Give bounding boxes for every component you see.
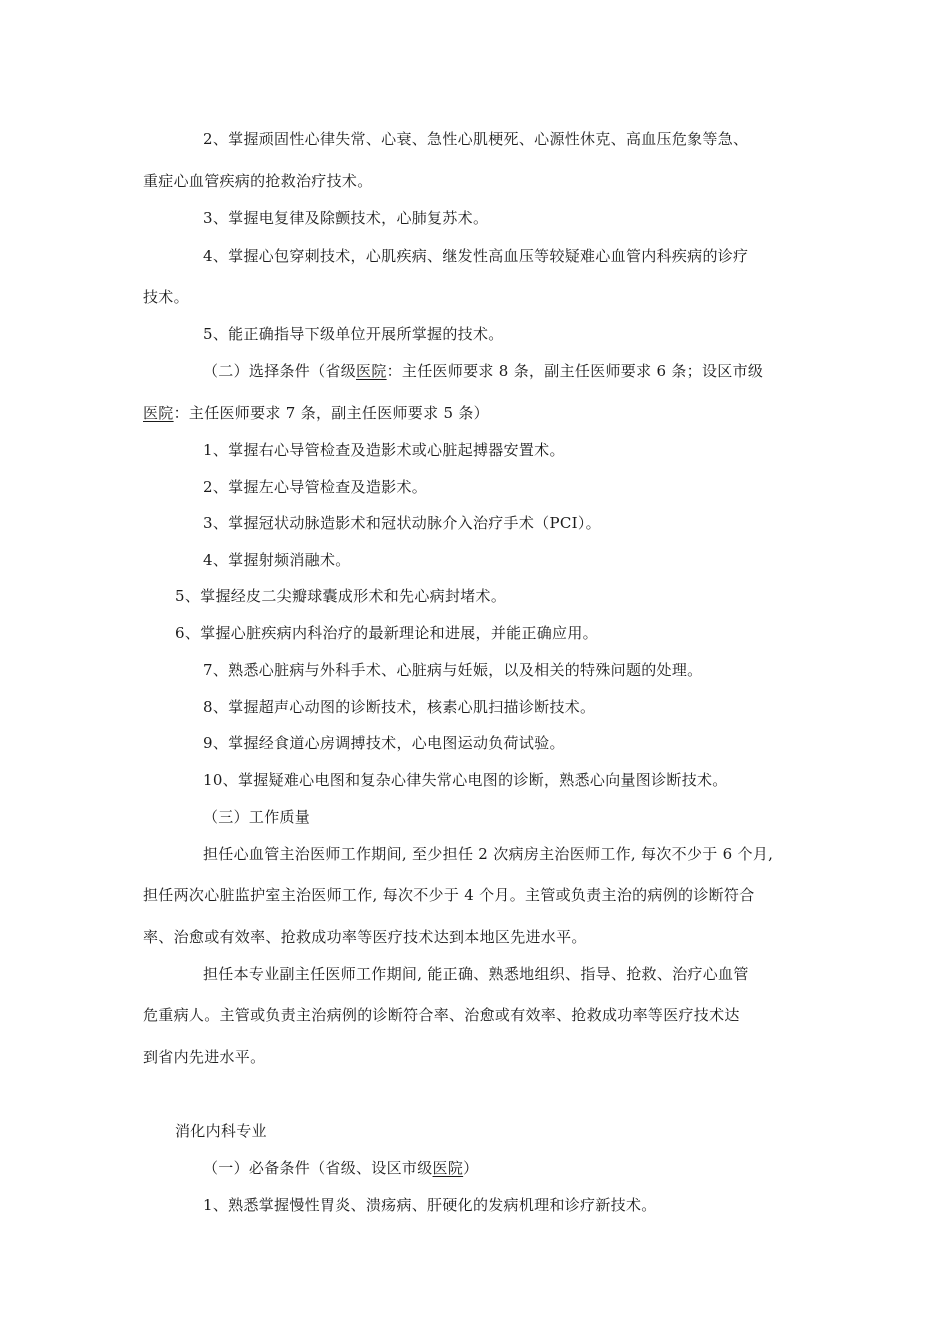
text-span: （二）选择条件（省级 [203,362,357,380]
department-heading: 消化内科专业 [175,1122,267,1140]
paragraph-line: 重症心血管疾病的抢救治疗技术。 [143,172,373,190]
paragraph-line: 率、治愈或有效率、抢救成功率等医疗技术达到本地区先进水平。 [143,928,587,946]
section-heading-line [203,1157,478,1178]
paragraph-line: 到省内先进水平。 [143,1048,266,1066]
text-span: （一）必备条件（省级、设区市级 [203,1159,433,1177]
list-item: 3、掌握冠状动脉造影术和冠状动脉介入治疗手术（PCI）。 [203,514,601,532]
section-heading-line [143,402,489,423]
paragraph-line: 2、掌握顽固性心律失常、心衰、急性心肌梗死、心源性休克、高血压危象等急、 [203,130,749,148]
list-item: 8、掌握超声心动图的诊断技术，核素心肌扫描诊断技术。 [203,698,596,716]
paragraph-line: 担任两次心脏监护室主治医师工作, 每次不少于 4 个月。主管或负责主治的病例的诊断符合 [143,886,755,904]
text-span: ） [463,1159,479,1177]
list-item: 1、掌握右心导管检查及造影术或心脏起搏器安置术。 [203,441,565,459]
text-span: ：主任医师要求 8 条，副主任医师要求 6 条；设区市级 [386,362,764,380]
paragraph-line: 担任心血管主治医师工作期间, 至少担任 2 次病房主治医师工作, 每次不少于 6 个月, [203,845,774,863]
paragraph-line: 3、掌握电复律及除颤技术，心肺复苏术。 [203,209,489,227]
hospital-link[interactable]: 医院 [432,1159,464,1177]
section-heading: （三）工作质量 [203,808,311,826]
list-item: 1、熟悉掌握慢性胃炎、溃疡病、肝硬化的发病机理和诊疗新技术。 [203,1196,657,1214]
hospital-link[interactable]: 医院 [143,404,174,422]
paragraph-line: 4、掌握心包穿刺技术，心肌疾病、继发性高血压等较疑难心血管内科疾病的诊疗 [203,247,749,265]
list-item: 5、掌握经皮二尖瓣球囊成形术和先心病封堵术。 [175,587,507,605]
paragraph-line: 技术。 [143,288,189,306]
list-item: 2、掌握左心导管检查及造影术。 [203,478,428,496]
list-item: 7、熟悉心脏病与外科手术、心脏病与妊娠，以及相关的特殊问题的处理。 [203,661,703,679]
list-item: 9、掌握经食道心房调搏技术，心电图运动负荷试验。 [203,734,565,752]
hospital-link[interactable]: 医院 [356,362,387,380]
paragraph-line: 担任本专业副主任医师工作期间, 能正确、熟悉地组织、指导、抢救、治疗心血管 [203,965,749,983]
paragraph-line: 5、能正确指导下级单位开展所掌握的技术。 [203,325,504,343]
section-heading-line [203,360,763,381]
list-item: 10、掌握疑难心电图和复杂心律失常心电图的诊断，熟悉心向量图诊断技术。 [203,771,728,789]
list-item: 4、掌握射频消融术。 [203,551,351,569]
list-item: 6、掌握心脏疾病内科治疗的最新理论和进展，并能正确应用。 [175,624,598,642]
text-span: ：主任医师要求 7 条，副主任医师要求 5 条） [173,404,489,422]
paragraph-line: 危重病人。主管或负责主治病例的诊断符合率、治愈或有效率、抢救成功率等医疗技术达 [143,1006,740,1024]
